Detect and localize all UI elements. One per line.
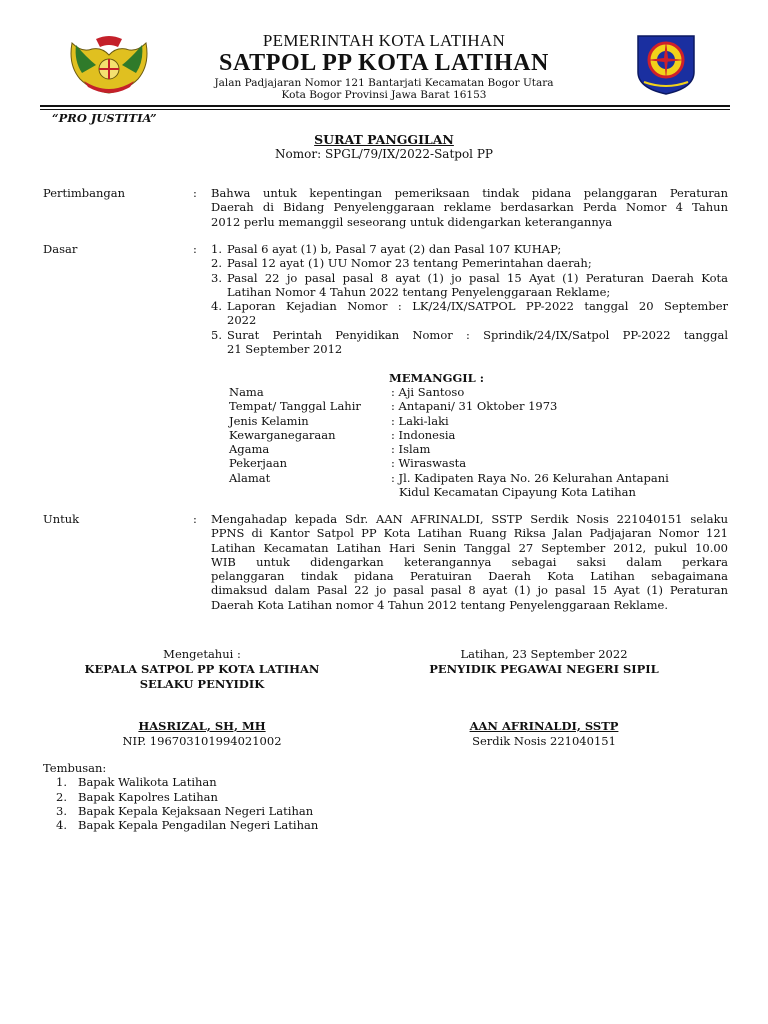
field-label-jenis-kelamin: Jenis Kelamin [229, 414, 309, 428]
field-label-ttl: Tempat/ Tanggal Lahir [229, 399, 361, 413]
memanggil-heading: MEMANGGIL : [389, 371, 485, 385]
list-number: 1. [56, 775, 67, 789]
pertimbangan-label: Pertimbangan [43, 186, 125, 200]
field-value-pekerjaan: : Wiraswasta [391, 456, 467, 470]
list-text: 2022 [227, 313, 257, 328]
list-item [211, 256, 728, 270]
list-text: Surat Perintah Penyidikan Nomor : Sprindik/24/IX/Satpol PP-2022 tanggal [227, 327, 728, 342]
list-item [56, 775, 217, 789]
field-value-nama: : Aji Santoso [391, 385, 465, 399]
untuk-line: Mengahadap kepada Sdr. AAN AFRINALDI, SSTP Serdik Nosis 221040151 selaku [211, 512, 728, 526]
untuk-line: pelanggaran tindak pidana Peratuiran Daerah Kota Latihan sebagaimana [211, 569, 728, 584]
untuk-text [211, 512, 728, 612]
field-value-alamat: : Jl. Kadipaten Raya No. 26 Kelurahan Antapani [391, 471, 669, 485]
pertimbangan-line: 2012 perlu memanggil seseorang untuk didengarkan keterangannya [211, 214, 613, 229]
field-label-pekerjaan: Pekerjaan [229, 456, 287, 470]
list-item [211, 328, 728, 357]
tembusan-title: Tembusan: [43, 761, 107, 775]
untuk-line: PPNS di Kantor Satpol PP Kota Latihan Ruang Riksa Jalan Padjajaran Nomor 121 [211, 526, 728, 541]
field-label-kewarganegaraan: Kewarganegaraan [229, 428, 336, 442]
untuk-line: Daerah Kota Latihan nomor 4 Tahun 2012 tentang Penyelenggaraan Reklame. [211, 597, 669, 612]
signature-left-name: HASRIZAL, SH, MH [138, 719, 266, 733]
dasar-colon: : [193, 242, 197, 256]
pertimbangan-colon: : [193, 186, 197, 200]
list-text: Bapak Kepala Pengadilan Negeri Latihan [78, 818, 319, 832]
signature-left-title-1: KEPALA SATPOL PP KOTA LATIHAN [84, 662, 320, 676]
pertimbangan-line: Bahwa untuk kepentingan pemeriksaan tindak pidana pelanggaran Peraturan [211, 186, 728, 200]
list-text: Pasal 22 jo pasal pasal 8 ayat (1) jo pasal 15 Ayat (1) Peraturan Daerah Kota [227, 270, 728, 285]
signature-right-name: AAN AFRINALDI, SSTP [469, 719, 619, 733]
list-number: 3. [211, 270, 222, 285]
signature-right-place-date: Latihan, 23 September 2022 [460, 647, 628, 661]
list-number: 2. [56, 790, 67, 804]
untuk-line: WIB untuk didengarkan keterangannya sebagai saksi dalam perkara [211, 554, 728, 569]
list-item [56, 790, 218, 804]
list-item [56, 818, 318, 832]
dasar-list [211, 242, 728, 356]
signature-left-title-2: SELAKU PENYIDIK [139, 677, 265, 691]
signature-right-title: PENYIDIK PEGAWAI NEGERI SIPIL [429, 662, 659, 676]
list-text: Bapak Kapolres Latihan [78, 790, 218, 804]
list-text: Bapak Kepala Kejaksaan Negeri Latihan [78, 804, 314, 818]
list-text: Pasal 12 ayat (1) UU Nomor 23 tentang Pemerintahan daerah; [227, 256, 592, 271]
list-number: 4. [211, 299, 222, 314]
signature-right-id: Serdik Nosis 221040151 [472, 734, 616, 748]
pro-justitia: “PRO JUSTITIA” [52, 111, 157, 125]
untuk-line: Latihan Kecamatan Latihan Hari Senin Tanggal 27 September 2012, pukul 10.00 [211, 540, 728, 555]
letterhead-organization: SATPOL PP KOTA LATIHAN [219, 50, 549, 76]
list-number: 3. [56, 804, 67, 818]
untuk-label: Untuk [43, 512, 80, 526]
untuk-colon: : [193, 512, 197, 526]
list-number: 1. [211, 242, 222, 256]
pertimbangan-line: Daerah di Bidang Penyelenggaraan reklame berdasarkan Perda Nomor 4 Tahun [211, 200, 728, 215]
list-text: 21 September 2012 [227, 342, 343, 357]
list-item [211, 271, 728, 300]
field-value-ttl: : Antapani/ 31 Oktober 1973 [391, 399, 558, 413]
pertimbangan-text [211, 186, 728, 229]
field-value-kewarganegaraan: : Indonesia [391, 428, 456, 442]
list-text: Bapak Walikota Latihan [78, 775, 217, 789]
list-text: Laporan Kejadian Nomor : LK/24/IX/SATPOL PP-2022 tanggal 20 September [227, 299, 728, 314]
field-value-jenis-kelamin: : Laki-laki [391, 414, 449, 428]
list-number: 2. [211, 256, 222, 271]
field-label-alamat: Alamat [229, 471, 271, 485]
field-label-agama: Agama [229, 442, 270, 456]
letterhead-address-line1: Jalan Padjajaran Nomor 121 Bantarjati Kecamatan Bogor Utara [214, 77, 554, 89]
field-value-agama: : Islam [391, 442, 431, 456]
document-title: SURAT PANGGILAN [314, 132, 454, 147]
list-item [56, 804, 313, 818]
signature-left-intro: Mengetahui : [163, 647, 241, 661]
letterhead-rule-thick [40, 105, 730, 107]
document-number: Nomor: SPGL/79/IX/2022-Satpol PP [275, 147, 493, 161]
dasar-label: Dasar [43, 242, 78, 256]
letterhead-address-line2: Kota Bogor Provinsi Jawa Barat 16153 [281, 89, 487, 101]
field-label-nama: Nama [229, 385, 264, 399]
list-item [211, 299, 728, 328]
untuk-line: dimaksud dalam Pasal 22 jo pasal pasal 8 ayat (1) jo pasal 15 Ayat (1) Peraturan [211, 583, 728, 598]
list-text: Latihan Nomor 4 Tahun 2022 tentang Penyelenggaraan Reklame; [227, 284, 611, 299]
list-number: 4. [56, 818, 67, 832]
list-number: 5. [211, 327, 222, 342]
field-value-alamat-line2: Kidul Kecamatan Cipayung Kota Latihan [399, 485, 636, 499]
letterhead-government: PEMERINTAH KOTA LATIHAN [262, 31, 506, 50]
signature-left-nip: NIP. 196703101994021002 [122, 734, 282, 748]
list-item [211, 242, 728, 256]
letterhead-rule-thin [40, 109, 730, 110]
list-text: Pasal 6 ayat (1) b, Pasal 7 ayat (2) dan Pasal 107 KUHAP; [227, 242, 562, 256]
